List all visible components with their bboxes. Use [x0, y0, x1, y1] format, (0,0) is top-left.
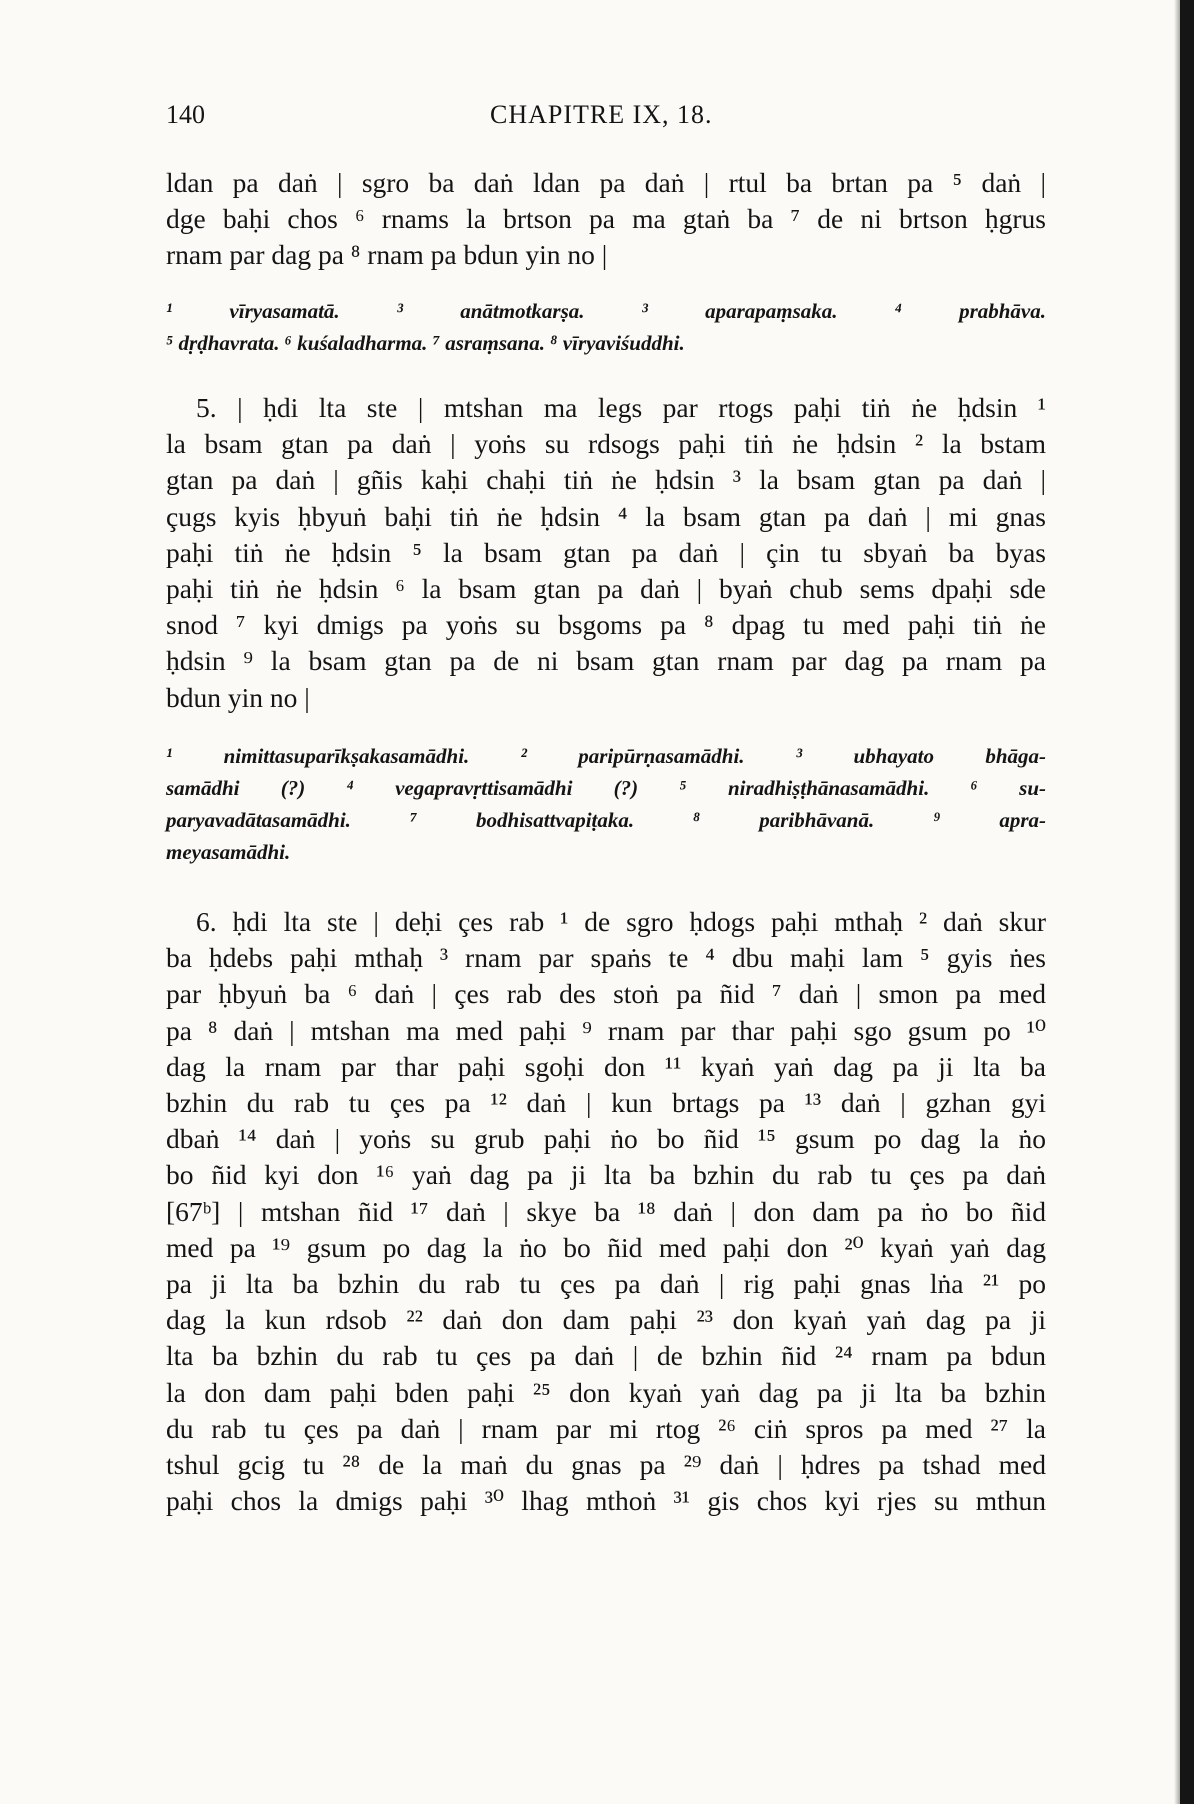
- text-line: ba ḥdebs paḥi mthaḥ ³ rnam par spaṅs te ⁴ dbu maḥi lam ⁵ gyis ṅes: [166, 942, 1046, 974]
- text-line: par ḥbyuṅ ba ⁶ daṅ | çes rab des stoṅ pa ñid ⁷ daṅ | smon pa med: [166, 978, 1046, 1010]
- text-line: ḥdsin ⁹ la bsam gtan pa de ni bsam gtan rnam par dag pa rnam pa: [166, 645, 1046, 677]
- page-edge: [1180, 0, 1194, 1804]
- text-line: 5. | ḥdi lta ste | mtshan ma legs par rtogs paḥi tiṅ ṅe ḥdsin ¹: [196, 392, 1046, 423]
- text-line: la bsam gtan pa daṅ | yoṅs su rdsogs paḥi tiṅ ṅe ḥdsin ² la bstam: [166, 428, 1046, 460]
- text-line: la don dam paḥi bden paḥi ²⁵ don kyaṅ yaṅ dag pa ji lta ba bzhin: [166, 1376, 1046, 1408]
- paragraph-5: [166, 390, 1046, 716]
- text-line: du rab tu çes pa daṅ | rnam par mi rtog ²⁶ ciṅ spros pa med ²⁷ la: [166, 1412, 1046, 1444]
- footnote-line: paryavadātasamādhi. ⁷ bodhisattvapiṭaka. ⁸ paribhāvanā. ⁹ apra-: [166, 808, 1046, 832]
- text-line: ldan pa daṅ | sgro ba daṅ ldan pa daṅ | rtul ba brtan pa ⁵ daṅ |: [166, 167, 1046, 198]
- text-line: çugs kyis ḥbyuṅ baḥi tiṅ ṅe ḥdsin ⁴ la bsam gtan pa daṅ | mi gnas: [166, 500, 1046, 532]
- paragraph-6: [166, 904, 1046, 1519]
- text-line: dag la rnam par thar paḥi sgoḥi don ¹¹ kyaṅ yaṅ dag pa ji lta ba: [166, 1050, 1046, 1082]
- footnotes-sanskrit-2: [166, 740, 1046, 868]
- text-line: snod ⁷ kyi dmigs pa yoṅs su bsgoms pa ⁸ dpag tu med paḥi tiṅ ṅe: [166, 609, 1046, 641]
- footnote-line: meyasamādhi.: [166, 840, 291, 864]
- footnote-line: ¹ nimittasuparīkṣakasamādhi. ² paripūrṇasamādhi. ³ ubhayato bhāga-: [166, 744, 1046, 768]
- text-line: dge baḥi chos ⁶ rnams la brtson pa ma gtaṅ ba ⁷ de ni brtson ḥgrus: [166, 203, 1046, 235]
- text-line: [67ᵇ] | mtshan ñid ¹⁷ daṅ | skye ba ¹⁸ daṅ | don dam pa ṅo bo ñid: [166, 1195, 1046, 1227]
- text-line: tshul gcig tu ²⁸ de la maṅ du gnas pa ²⁹ daṅ | ḥdres pa tshad med: [166, 1449, 1046, 1481]
- text-line: bdun yin no |: [166, 681, 310, 713]
- text-line: dag la kun rdsob ²² daṅ don dam paḥi ²³ don kyaṅ yaṅ dag pa ji: [166, 1304, 1046, 1336]
- text-line: 6. ḥdi lta ste | deḥi çes rab ¹ de sgro ḥdogs paḥi mthaḥ ² daṅ skur: [196, 906, 1046, 937]
- footnote-line: ¹ vīryasamatā. ³ anātmotkarṣa. ³ aparapaṃsaka. ⁴ prabhāva.: [166, 299, 1046, 323]
- footnote-line: samādhi (?) ⁴ vegapravṛttisamādhi (?) ⁵ niradhiṣṭhānasamādhi. ⁶ su-: [166, 776, 1046, 800]
- page-header: [166, 100, 1046, 140]
- running-head: CHAPITRE IX, 18.: [490, 100, 713, 129]
- footnotes-sanskrit-1: [166, 295, 1046, 359]
- text-line: bo ñid kyi don ¹⁶ yaṅ dag pa ji lta ba bzhin du rab tu çes pa daṅ: [166, 1159, 1046, 1191]
- text-line: gtan pa daṅ | gñis kaḥi chaḥi tiṅ ṅe ḥdsin ³ la bsam gtan pa daṅ |: [166, 464, 1046, 496]
- page-number: 140: [166, 100, 205, 129]
- text-line: pa ji lta ba bzhin du rab tu çes pa daṅ | rig paḥi gnas lṅa ²¹ po: [166, 1268, 1046, 1300]
- footnote-line: ⁵ dṛḍhavrata. ⁶ kuśaladharma. ⁷ asraṃsana. ⁸ vīryaviśuddhi.: [166, 331, 685, 355]
- text-line: paḥi chos la dmigs paḥi ³⁰ lhag mthoṅ ³¹ gis chos kyi rjes su mthun: [166, 1485, 1046, 1517]
- text-line: paḥi tiṅ ṅe ḥdsin ⁶ la bsam gtan pa daṅ | byaṅ chub sems dpaḥi sde: [166, 573, 1046, 605]
- text-line: rnam par dag pa ⁸ rnam pa bdun yin no |: [166, 239, 608, 271]
- text-line: bzhin du rab tu çes pa ¹² daṅ | kun brtags pa ¹³ daṅ | gzhan gyi: [166, 1087, 1046, 1119]
- text-line: dbaṅ ¹⁴ daṅ | yoṅs su grub paḥi ṅo bo ñid ¹⁵ gsum po dag la ṅo: [166, 1123, 1046, 1155]
- text-line: med pa ¹⁹ gsum po dag la ṅo bo ñid med paḥi don ²⁰ kyaṅ yaṅ dag: [166, 1231, 1046, 1263]
- paragraph-continuation: [166, 165, 1046, 274]
- text-line: pa ⁸ daṅ | mtshan ma med paḥi ⁹ rnam par thar paḥi sgo gsum po ¹⁰: [166, 1014, 1046, 1046]
- text-line: paḥi tiṅ ṅe ḥdsin ⁵ la bsam gtan pa daṅ | çin tu sbyaṅ ba byas: [166, 536, 1046, 568]
- text-line: lta ba bzhin du rab tu çes pa daṅ | de bzhin ñid ²⁴ rnam pa bdun: [166, 1340, 1046, 1372]
